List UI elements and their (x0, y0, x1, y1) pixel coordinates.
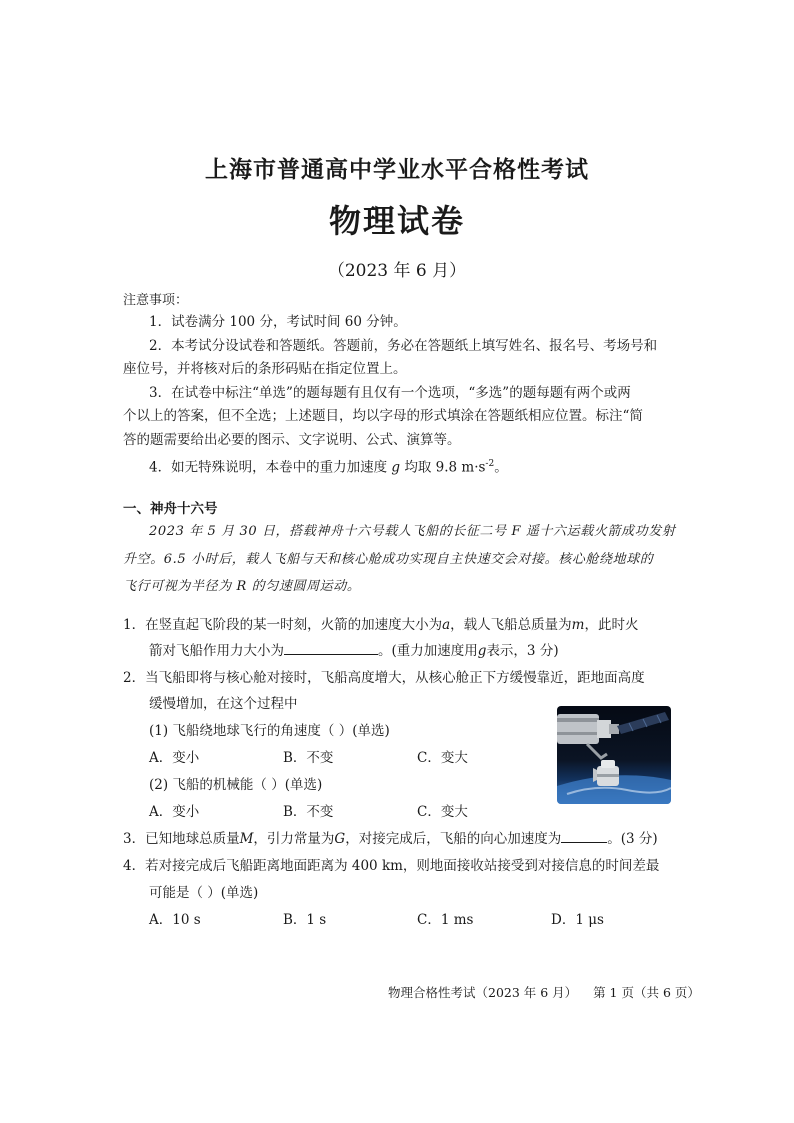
notice-item-1: 1．试卷满分 100 分，考试时间 60 分钟。 (149, 314, 407, 330)
question-2-sub-1: (1) 飞船绕地球飞行的角速度（ ）(单选) (149, 723, 390, 739)
q4-option-d[interactable]: D．1 μs (551, 912, 604, 928)
q2-1-option-c[interactable]: C．变大 (417, 750, 468, 766)
q4-option-b[interactable]: B．1 s (283, 912, 327, 928)
q2-2-option-b[interactable]: B．不变 (283, 804, 334, 820)
notice-item-3a: 3．在试卷中标注“单选”的题每题有且仅有一个选项，“多选”的题每题有两个或两 (149, 385, 631, 401)
question-2-sub-2: (2) 飞船的机械能（ ）(单选) (149, 777, 323, 793)
docking-photo (557, 706, 671, 804)
exam-date: （2023 年 6 月） (327, 261, 467, 281)
question-2-line-2: 缓慢增加，在这个过程中 (149, 696, 298, 712)
question-3: 3．已知地球总质量M，引力常量为G，对接完成后，飞船的向心加速度为 。(3 分) (123, 827, 658, 847)
passage-line-3: 飞行可视为半径为 R 的匀速圆周运动。 (123, 579, 361, 594)
subject-title: 物理试卷 (328, 202, 465, 240)
question-4-line-1: 4．若对接完成后飞船距离地面距离为 400 km，则地面接收站接受到对接信息的时间差最 (123, 858, 660, 874)
question-1-line-2: 箭对飞船作用力大小为 。(重力加速度用g表示，3 分) (149, 639, 559, 659)
notice-item-4: 4．如无特殊说明，本卷中的重力加速度 g 均取 9.8 $m\cdot s^{-2}$。 (149, 459, 508, 476)
spacecraft-docking-illustration (557, 706, 671, 804)
q2-2-option-c[interactable]: C．变大 (417, 804, 468, 820)
notice-item-3b: 个以上的答案，但不全选；上述题目，均以字母的形式填涂在答题纸相应位置。标注“简 (123, 408, 643, 424)
question-2-line-1: 2．当飞船即将与核心舱对接时，飞船高度增大，从核心舱正下方缓慢靠近，距地面高度 (123, 670, 645, 686)
q2-1-option-a[interactable]: A．变小 (149, 750, 200, 766)
notice-heading: 注意事项： (123, 293, 189, 308)
notice-item-2a: 2．本考试分设试卷和答题纸。答题前，务必在答题纸上填写姓名、报名号、考场号和 (149, 338, 658, 354)
notice-item-2b: 座位号，并将核对后的条形码贴在指定位置上。 (123, 361, 407, 377)
q1-answer-blank[interactable] (284, 640, 378, 655)
q2-2-option-a[interactable]: A．变小 (149, 804, 200, 820)
passage-line-2: 升空。6.5 小时后，载人飞船与天和核心舱成功实现自主快速交会对接。核心舱绕地球的 (123, 552, 654, 567)
q2-1-option-b[interactable]: B．不变 (283, 750, 334, 766)
passage-line-1: 2023 年 5 月 30 日，搭载神舟十六号载人飞船的长征二号 F 遥十六运载火箭成功发射 (149, 524, 676, 539)
question-1-line-1: 1．在竖直起飞阶段的某一时刻，火箭的加速度大小为a，载人飞船总质量为m，此时火 (123, 617, 639, 633)
notice-item-3c: 答的题需要给出必要的图示、文字说明、公式、演算等。 (123, 432, 461, 448)
exam-title: 上海市普通高中学业水平合格性考试 (205, 156, 589, 183)
question-4-line-2: 可能是（ ）(单选) (149, 885, 259, 901)
q4-option-a[interactable]: A．10 s (149, 912, 201, 928)
page-footer: 物理合格性考试（2023 年 6 月） 第 1 页（共 6 页） (388, 985, 700, 1000)
q4-option-c[interactable]: C．1 ms (417, 912, 474, 928)
section-heading: 一、神舟十六号 (123, 501, 218, 517)
q3-answer-blank[interactable] (561, 828, 607, 843)
